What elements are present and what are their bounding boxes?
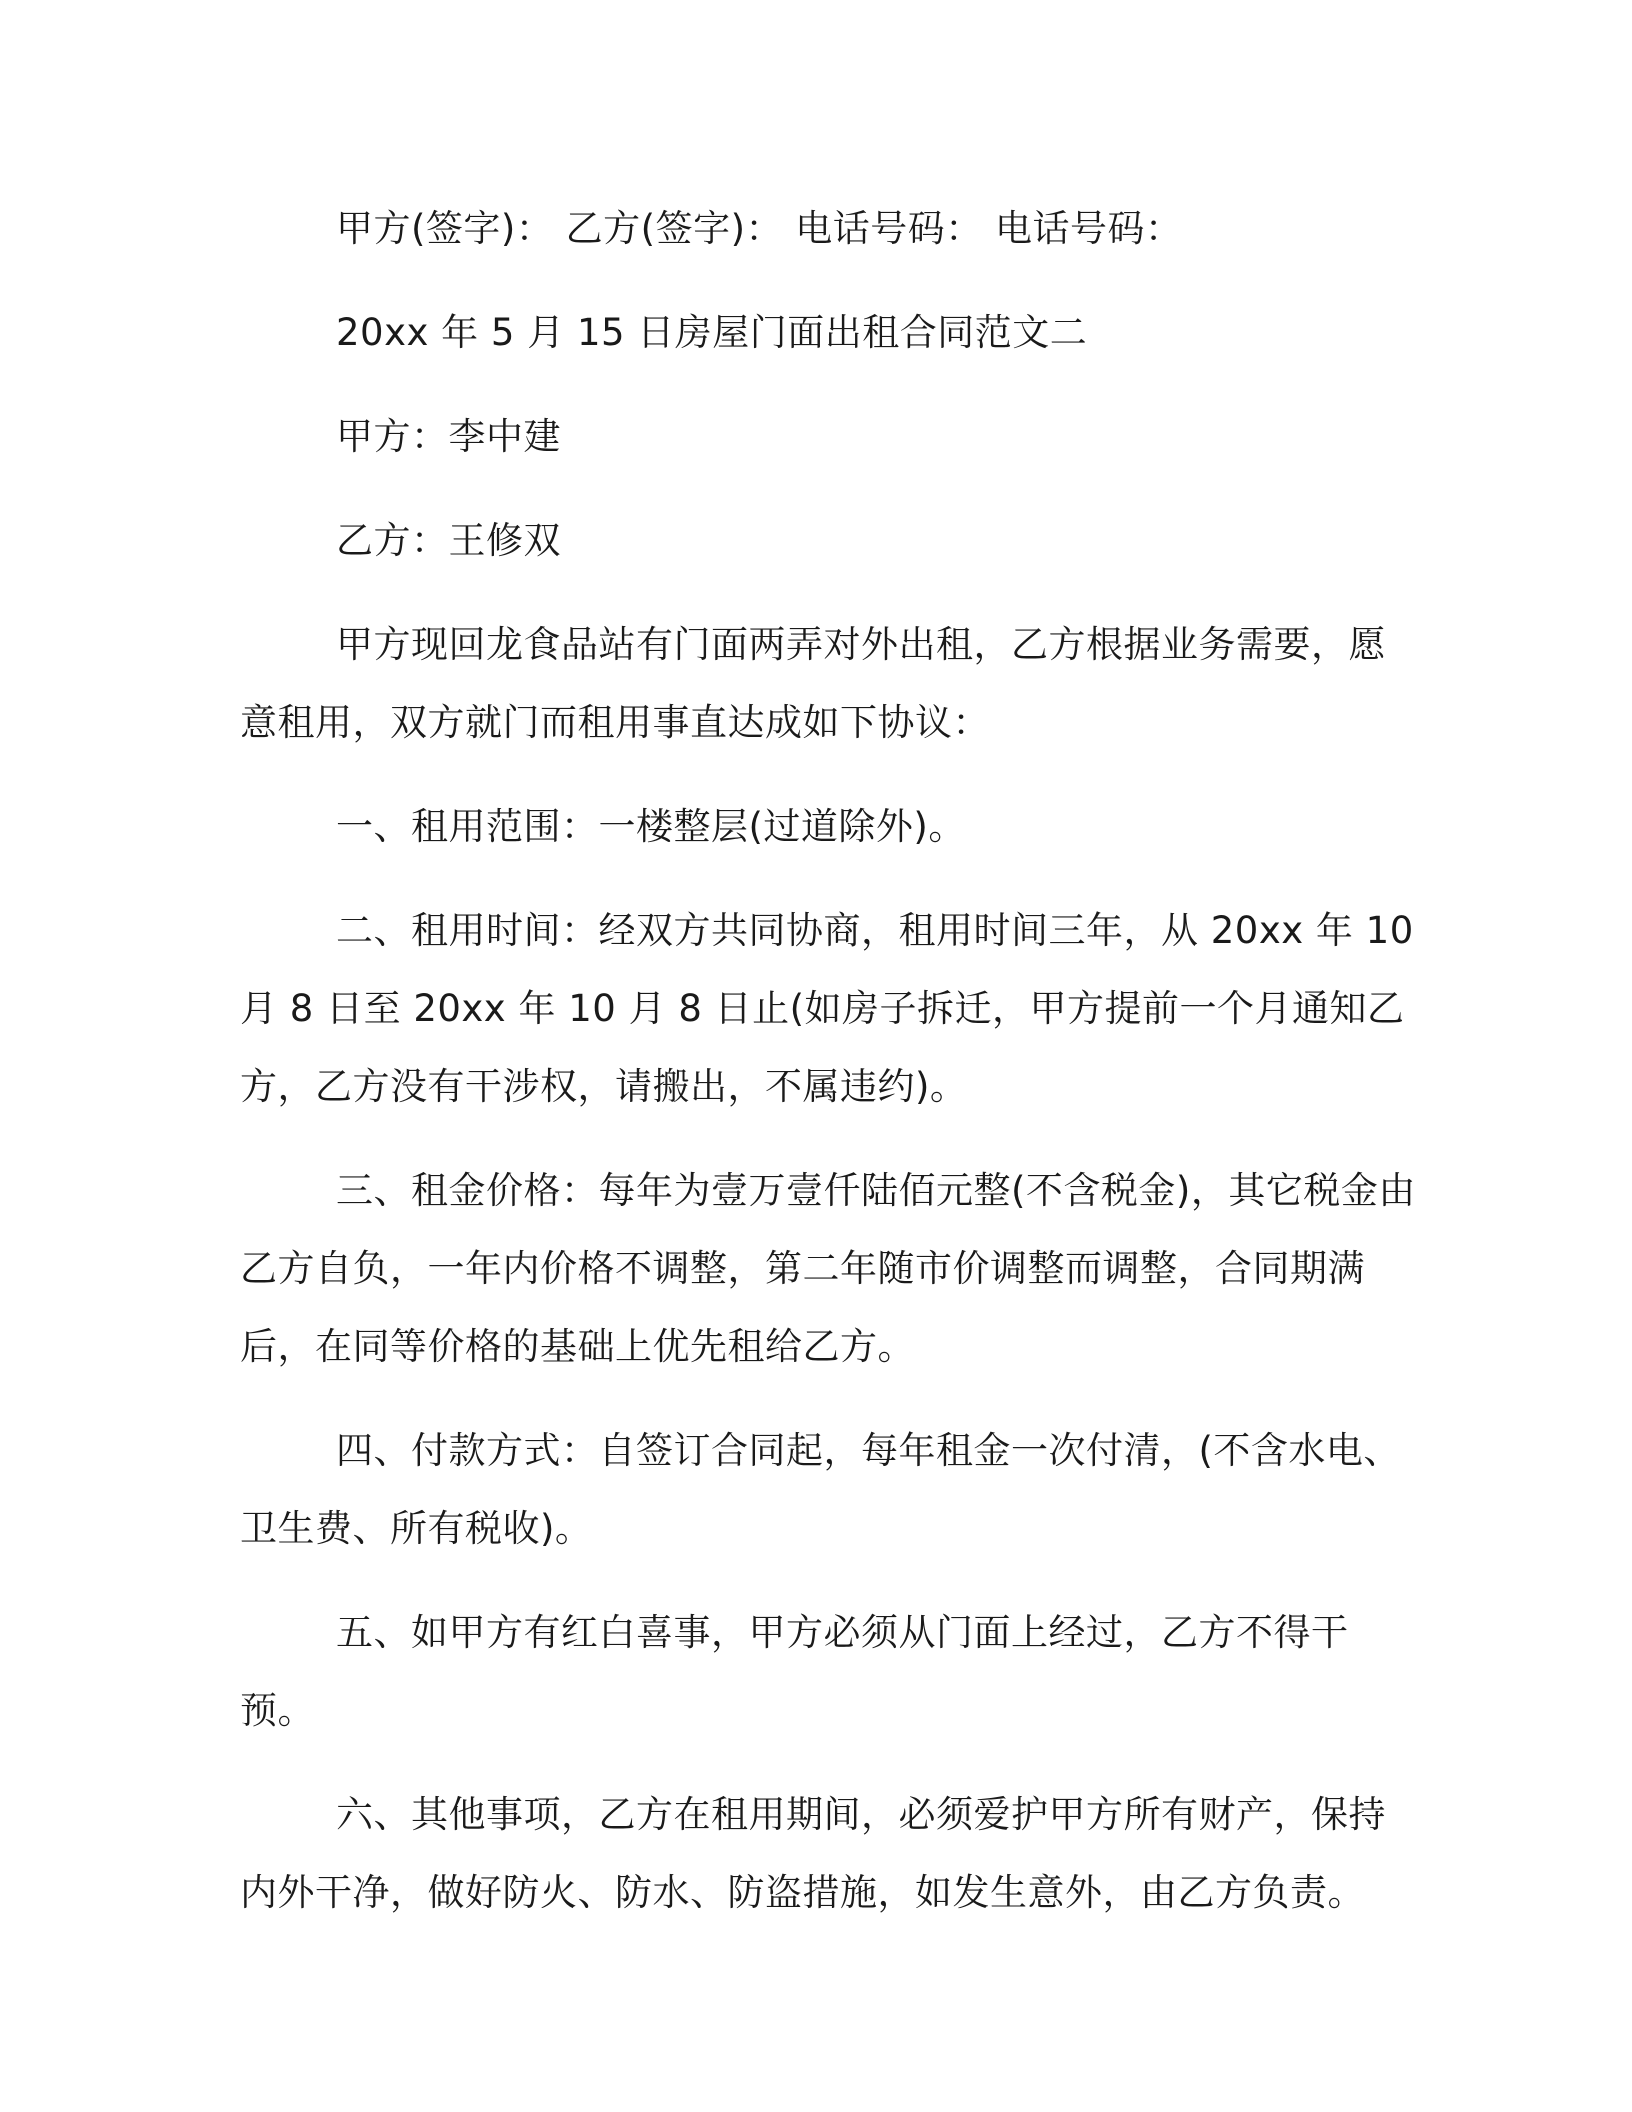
party-a: 甲方：李中建 — [336, 415, 561, 458]
contract-title: 20xx 年 5 月 15 日房屋门面出租合同范文二 — [336, 311, 1088, 354]
clause-1-scope: 一、租用范围：一楼整层(过道除外)。 — [336, 805, 966, 848]
document-body — [240, 190, 1416, 1958]
party-b: 乙方：王修双 — [336, 519, 561, 562]
clause-3-rent: 三、租金价格：每年为壹万壹仟陆佰元整(不含税金)，其它税金由乙方自负，一年内价格不调整，第二年随市价调整而调整，合同期满后，在同等价格的基础上优先租给乙方。 — [240, 1169, 1416, 1368]
clause-4-payment: 四、付款方式：自签订合同起，每年租金一次付清，(不含水电、卫生费、所有税收)。 — [240, 1429, 1401, 1550]
clause-2-term: 二、租用时间：经双方共同协商，租用时间三年，从 20xx 年 10 月 8 日至 20xx 年 10 月 8 日止(如房子拆迁，甲方提前一个月通知乙方，乙方没有干涉权，请搬出，不属违约)。 — [240, 909, 1414, 1108]
clause-6-other: 六、其他事项，乙方在租用期间，必须爱护甲方所有财产，保持内外干净，做好防火、防水、防盗措施，如发生意外，由乙方负责。 — [240, 1793, 1386, 1914]
clause-5-passage: 五、如甲方有红白喜事，甲方必须从门面上经过，乙方不得干预。 — [240, 1611, 1349, 1732]
signature-line: 甲方(签字)： 乙方(签字)： 电话号码： 电话号码： — [336, 207, 1183, 250]
preamble-paragraph: 甲方现回龙食品站有门面两弄对外出租，乙方根据业务需要，愿意租用，双方就门而租用事直达成如下协议： — [240, 623, 1386, 744]
